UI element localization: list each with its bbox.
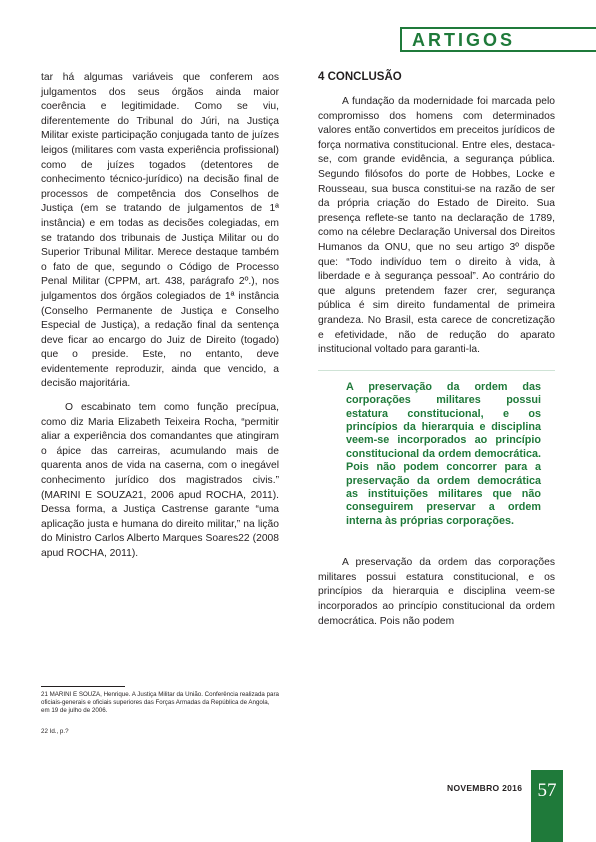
footnote-22: 22 Id., p.?: [41, 727, 69, 735]
left-column: [41, 71, 279, 571]
body-paragraph: A fundação da modernidade foi marcada pelo compromisso dos homens com determinados valores então convertidos em preceitos jurídicos de força normativa constitucional. Entre eles, destaca-se, com grande evidência, a segurança pública. Segundo filósofos do porte de Hobbes, Locke e Rousseau, sua busca constitui-se na razão de ser da própria criação do Estado de Direito. Sua presença reflete-se tanto na declaração de 1789, como na célebre Declaração Universal dos Direitos Humanos da ONU, que no seu artigo 3º dispõe que: “Todo indivíduo tem o direito à vida, à liberdade e à segurança pessoal”. Ao contrário do que alguns pretendem fazer crer, segurança pública é sim direito fundamental de primeira grandeza. No Brasil, esta carece de concretização e efetividade, não de redução do aparato institucional voltado para garanti-la.: [318, 96, 555, 356]
section-tab: [400, 27, 596, 52]
right-column: [318, 71, 555, 638]
footnotes: [41, 686, 279, 748]
body-paragraph: tar há algumas variáveis que conferem aos julgamentos dos seus órgãos ainda maior coerência e legitimidade. Como se viu, diferentemente do Tribunal do Júri, na Justiça Militar existe participação conjugada tanto de juízes leigos (militares com vasta experiência profissional) como de juízes togados (detentores de conhecimento técnico-jurídico) na decisão final de processos de competência dos Conselhos de Justiça (em se tratando de julgamentos de 1ª instância) e em todas as decisões colegiadas, em se tratando dos tribunais de Justiça Militar ou do Superior Tribunal Militar. Merece destaque também o fato de que, segundo o Código de Processo Penal Militar (CPPM, art. 438, parágrafo 2º.), nos julgamentos dos órgãos colegiados de 1ª instância (Conselho Permanente de Justiça e Conselho Especial de Justiça), a redação final da sentença deve ficar ao encargo do Juiz de Direito (togado) que o preside. Este, no entanto, deve evidentemente reproduzir, ainda que vencido, a decisão majoritária.: [41, 72, 279, 390]
section-heading: 4 CONCLUSÃO: [318, 71, 402, 83]
body-paragraph: A preservação da ordem das corporações militares possui estatura constitucional, e os princípios da hierarquia e disciplina veem-se incorporados ao princípio constitucional da ordem democrática. Pois não podem: [318, 557, 555, 627]
page-number-box: [531, 770, 563, 842]
body-paragraph: O escabinato tem como função precípua, como diz Maria Elizabeth Teixeira Rocha, “permitir aliar a experiência dos comandantes que atingiram o ápice das carreiras, acumulando mais de quarenta anos de vida na caserna, com o inegável conhecimento jurídico dos magistrados civis.” (MARINI E SOUZA21, 2006 apud ROCHA, 2011). Dessa forma, a Justiça Castrense garante “uma aplicação justa e humana do direito militar,” na lição do Ministro Carlos Alberto Marques Soares22 (2008 apud ROCHA, 2011).: [41, 402, 279, 559]
page-number: 57: [537, 780, 557, 801]
issue-date: NOVEMBRO 2016: [447, 783, 523, 793]
section-label: ARTIGOS: [412, 30, 516, 50]
pull-quote: A preservação da ordem das corporações militares possui estatura constitucional, e os princípios da hierarquia e disciplina veem-se incorporados ao princípio constitucional da ordem democrática. Pois não podem concorrer para a preservação da ordem democrática as instituições militares que não conseguirem preservar a ordem interna às próprias corporações.: [318, 370, 555, 538]
footnote-21: 21 MARINI E SOUZA, Henrique. A Justiça Militar da União. Conferência realizada para oficiais-generais e oficiais superiores das Forças Armadas da República de Angola, em 19 de julho de 2006.: [41, 691, 279, 715]
footnote-divider: [41, 686, 125, 687]
